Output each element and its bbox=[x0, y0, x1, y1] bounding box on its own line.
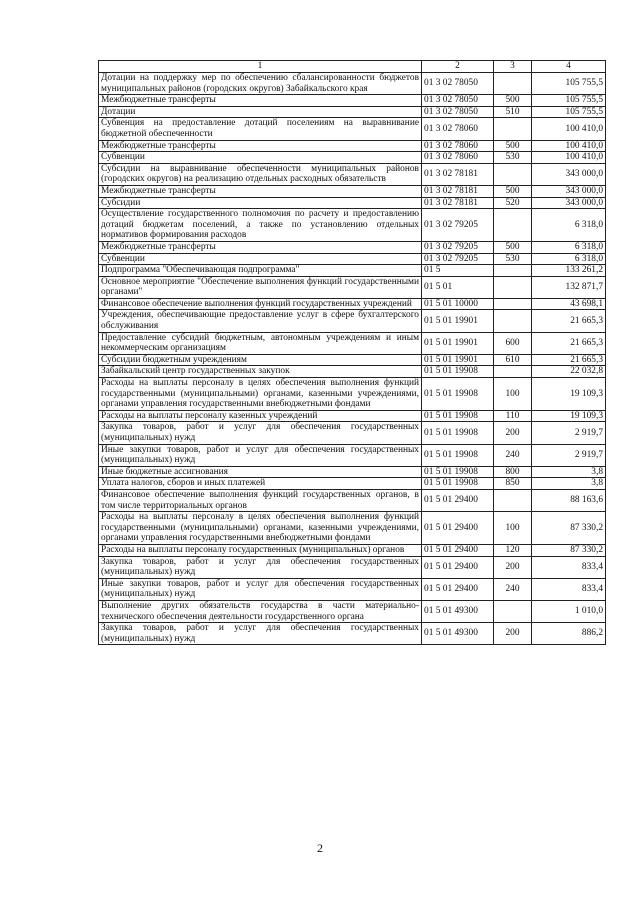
row-code: 01 5 01 29400 bbox=[422, 544, 494, 556]
table-row bbox=[99, 354, 606, 366]
row-amount: 6 318,0 bbox=[532, 253, 606, 265]
row-amount: 343 000,0 bbox=[532, 163, 606, 185]
row-amount: 19 109,3 bbox=[532, 410, 606, 422]
table-row bbox=[99, 209, 606, 242]
row-amount: 43 698,1 bbox=[532, 298, 606, 310]
row-expense-type: 500 bbox=[494, 95, 532, 107]
budget-table bbox=[98, 60, 606, 645]
row-name: Закупка товаров, работ и услуг для обеспечения государственных (муниципальных) нужд bbox=[99, 422, 422, 444]
row-amount: 2 919,7 bbox=[532, 422, 606, 444]
row-code: 01 3 02 78050 bbox=[422, 106, 494, 118]
row-amount: 343 000,0 bbox=[532, 197, 606, 209]
row-expense-type bbox=[494, 265, 532, 277]
row-name: Субвенции bbox=[99, 152, 422, 164]
row-name: Финансовое обеспечение выполнения функций государственных учреждений bbox=[99, 298, 422, 310]
row-code: 01 5 bbox=[422, 265, 494, 277]
table-row bbox=[99, 185, 606, 197]
row-expense-type: 530 bbox=[494, 253, 532, 265]
row-expense-type bbox=[494, 73, 532, 95]
row-name: Закупка товаров, работ и услуг для обеспечения государственных (муниципальных) нужд bbox=[99, 623, 422, 645]
row-name: Межбюджетные трансферты bbox=[99, 95, 422, 107]
row-code: 01 3 02 79205 bbox=[422, 241, 494, 253]
row-expense-type: 240 bbox=[494, 578, 532, 600]
header-col-2: 2 bbox=[422, 61, 494, 73]
header-col-3: 3 bbox=[494, 61, 532, 73]
row-code: 01 5 01 29400 bbox=[422, 512, 494, 545]
row-expense-type: 850 bbox=[494, 478, 532, 490]
row-expense-type: 100 bbox=[494, 378, 532, 411]
row-name: Предоставление субсидий бюджетным, автономным учреждениям и иным некоммерческим организациям bbox=[99, 332, 422, 354]
table-row bbox=[99, 163, 606, 185]
row-amount: 105 755,5 bbox=[532, 73, 606, 95]
row-expense-type: 100 bbox=[494, 512, 532, 545]
row-code: 01 5 01 29400 bbox=[422, 489, 494, 511]
row-name: Расходы на выплаты персоналу казенных учреждений bbox=[99, 410, 422, 422]
table-row bbox=[99, 544, 606, 556]
row-amount: 21 665,3 bbox=[532, 310, 606, 332]
row-amount: 88 163,6 bbox=[532, 489, 606, 511]
row-amount: 21 665,3 bbox=[532, 332, 606, 354]
table-row bbox=[99, 276, 606, 298]
table-row bbox=[99, 197, 606, 209]
row-code: 01 5 01 19901 bbox=[422, 310, 494, 332]
row-amount: 100 410,0 bbox=[532, 118, 606, 140]
row-expense-type: 530 bbox=[494, 152, 532, 164]
row-name: Субсидии бюджетным учреждениям bbox=[99, 354, 422, 366]
row-code: 01 5 01 19908 bbox=[422, 444, 494, 466]
row-code: 01 3 02 79205 bbox=[422, 209, 494, 242]
row-code: 01 3 02 78050 bbox=[422, 95, 494, 107]
row-code: 01 3 02 78060 bbox=[422, 152, 494, 164]
table-row bbox=[99, 366, 606, 378]
row-name: Уплата налогов, сборов и иных платежей bbox=[99, 478, 422, 490]
row-name: Субвенции bbox=[99, 253, 422, 265]
row-amount: 886,2 bbox=[532, 623, 606, 645]
page-number: 2 bbox=[317, 841, 323, 855]
table-row bbox=[99, 444, 606, 466]
table-row bbox=[99, 332, 606, 354]
row-expense-type bbox=[494, 489, 532, 511]
row-expense-type: 500 bbox=[494, 185, 532, 197]
row-code: 01 5 01 19901 bbox=[422, 332, 494, 354]
row-code: 01 5 01 10000 bbox=[422, 298, 494, 310]
row-code: 01 3 02 78181 bbox=[422, 185, 494, 197]
row-name: Иные бюджетные ассигнования bbox=[99, 466, 422, 478]
table-row bbox=[99, 152, 606, 164]
row-code: 01 3 02 79205 bbox=[422, 253, 494, 265]
table-row bbox=[99, 410, 606, 422]
row-amount: 132 871,7 bbox=[532, 276, 606, 298]
row-code: 01 5 01 29400 bbox=[422, 556, 494, 578]
table-row bbox=[99, 600, 606, 622]
row-amount: 100 410,0 bbox=[532, 140, 606, 152]
table-row bbox=[99, 265, 606, 277]
row-amount: 6 318,0 bbox=[532, 209, 606, 242]
row-expense-type bbox=[494, 118, 532, 140]
row-expense-type bbox=[494, 366, 532, 378]
row-expense-type: 200 bbox=[494, 623, 532, 645]
row-expense-type bbox=[494, 276, 532, 298]
row-name: Расходы на выплаты персоналу в целях обеспечения выполнения функций государственными (муниципальными) органами, казенными учреждениями, органами управления государственными внебюджетными фондами bbox=[99, 378, 422, 411]
row-amount: 343 000,0 bbox=[532, 185, 606, 197]
row-name: Дотации на поддержку мер по обеспечению сбалансированности бюджетов муниципальных районов (городских округов) Забайкальского края bbox=[99, 73, 422, 95]
table-row bbox=[99, 253, 606, 265]
row-code: 01 3 02 78181 bbox=[422, 197, 494, 209]
row-expense-type: 500 bbox=[494, 241, 532, 253]
row-code: 01 5 01 19908 bbox=[422, 410, 494, 422]
table-row bbox=[99, 623, 606, 645]
table-row bbox=[99, 489, 606, 511]
row-name: Межбюджетные трансферты bbox=[99, 185, 422, 197]
table-row bbox=[99, 310, 606, 332]
row-name: Финансовое обеспечение выполнения функций государственных органов, в том числе территориальных органов bbox=[99, 489, 422, 511]
row-name: Межбюджетные трансферты bbox=[99, 241, 422, 253]
table-header bbox=[99, 61, 606, 73]
row-expense-type: 200 bbox=[494, 422, 532, 444]
table-row bbox=[99, 106, 606, 118]
row-code: 01 3 02 78181 bbox=[422, 163, 494, 185]
row-amount: 833,4 bbox=[532, 578, 606, 600]
row-name: Осуществление государственного полномочия по расчету и предоставлению дотаций бюджетам поселений, а также по установлению отдельных нормативов формирования расходов bbox=[99, 209, 422, 242]
row-amount: 3,8 bbox=[532, 478, 606, 490]
row-amount: 22 032,8 bbox=[532, 366, 606, 378]
row-expense-type: 610 bbox=[494, 354, 532, 366]
row-amount: 21 665,3 bbox=[532, 354, 606, 366]
row-code: 01 3 02 78060 bbox=[422, 118, 494, 140]
row-code: 01 5 01 19908 bbox=[422, 466, 494, 478]
row-amount: 1 010,0 bbox=[532, 600, 606, 622]
row-code: 01 5 01 49300 bbox=[422, 623, 494, 645]
row-expense-type bbox=[494, 209, 532, 242]
row-name: Расходы на выплаты персоналу в целях обеспечения выполнения функций государственными (муниципальными) органами, казенными учреждениями, органами управления государственными внебюджетными фондами bbox=[99, 512, 422, 545]
table-row bbox=[99, 466, 606, 478]
header-col-4: 4 bbox=[532, 61, 606, 73]
row-code: 01 5 01 19908 bbox=[422, 378, 494, 411]
header-row bbox=[99, 61, 606, 73]
row-amount: 833,4 bbox=[532, 556, 606, 578]
row-name: Субсидии на выравнивание обеспеченности муниципальных районов (городских округов) на реализацию отдельных расходных обязательств bbox=[99, 163, 422, 185]
row-amount: 6 318,0 bbox=[532, 241, 606, 253]
row-code: 01 3 02 78060 bbox=[422, 140, 494, 152]
table-row bbox=[99, 95, 606, 107]
table-body bbox=[99, 73, 606, 645]
row-expense-type: 510 bbox=[494, 106, 532, 118]
table-row bbox=[99, 241, 606, 253]
row-amount: 87 330,2 bbox=[532, 544, 606, 556]
row-name: Иные закупки товаров, работ и услуг для обеспечения государственных (муниципальных) нужд bbox=[99, 578, 422, 600]
table-row bbox=[99, 298, 606, 310]
row-amount: 105 755,5 bbox=[532, 106, 606, 118]
row-amount: 100 410,0 bbox=[532, 152, 606, 164]
row-expense-type bbox=[494, 298, 532, 310]
row-expense-type: 240 bbox=[494, 444, 532, 466]
row-amount: 105 755,5 bbox=[532, 95, 606, 107]
row-code: 01 5 01 19901 bbox=[422, 354, 494, 366]
table-row bbox=[99, 422, 606, 444]
row-amount: 19 109,3 bbox=[532, 378, 606, 411]
row-expense-type bbox=[494, 600, 532, 622]
table-row bbox=[99, 140, 606, 152]
row-name: Дотации bbox=[99, 106, 422, 118]
row-name: Закупка товаров, работ и услуг для обеспечения государственных (муниципальных) нужд bbox=[99, 556, 422, 578]
row-expense-type: 800 bbox=[494, 466, 532, 478]
row-code: 01 5 01 29400 bbox=[422, 578, 494, 600]
row-expense-type: 110 bbox=[494, 410, 532, 422]
row-expense-type: 120 bbox=[494, 544, 532, 556]
row-amount: 3,8 bbox=[532, 466, 606, 478]
table-row bbox=[99, 118, 606, 140]
row-name: Основное мероприятие "Обеспечение выполнения функций государственными органами" bbox=[99, 276, 422, 298]
row-name: Подпрограмма "Обеспечивающая подпрограмма" bbox=[99, 265, 422, 277]
row-code: 01 5 01 bbox=[422, 276, 494, 298]
row-name: Выполнение других обязательств государства в части материально-технического обеспечения деятельности государственного органа bbox=[99, 600, 422, 622]
row-name: Учреждения, обеспечивающие предоставление услуг в сфере бухгалтерского обслуживания bbox=[99, 310, 422, 332]
table-row bbox=[99, 378, 606, 411]
row-code: 01 5 01 19908 bbox=[422, 478, 494, 490]
table-row bbox=[99, 73, 606, 95]
row-code: 01 5 01 19908 bbox=[422, 422, 494, 444]
table-row bbox=[99, 556, 606, 578]
row-expense-type: 500 bbox=[494, 140, 532, 152]
row-name: Субсидии bbox=[99, 197, 422, 209]
row-amount: 133 261,2 bbox=[532, 265, 606, 277]
header-col-1: 1 bbox=[99, 61, 422, 73]
row-expense-type bbox=[494, 163, 532, 185]
row-name: Расходы на выплаты персоналу государственных (муниципальных) органов bbox=[99, 544, 422, 556]
row-code: 01 5 01 19908 bbox=[422, 366, 494, 378]
row-amount: 87 330,2 bbox=[532, 512, 606, 545]
row-expense-type: 200 bbox=[494, 556, 532, 578]
row-expense-type: 600 bbox=[494, 332, 532, 354]
row-name: Забайкальский центр государственных закупок bbox=[99, 366, 422, 378]
row-name: Субвенция на предоставление дотаций поселениям на выравнивание бюджетной обеспеченности bbox=[99, 118, 422, 140]
row-code: 01 3 02 78050 bbox=[422, 73, 494, 95]
row-expense-type: 520 bbox=[494, 197, 532, 209]
row-name: Иные закупки товаров, работ и услуг для обеспечения государственных (муниципальных) нужд bbox=[99, 444, 422, 466]
row-amount: 2 919,7 bbox=[532, 444, 606, 466]
table-row bbox=[99, 512, 606, 545]
table-row bbox=[99, 578, 606, 600]
row-name: Межбюджетные трансферты bbox=[99, 140, 422, 152]
row-expense-type bbox=[494, 310, 532, 332]
row-code: 01 5 01 49300 bbox=[422, 600, 494, 622]
table-row bbox=[99, 478, 606, 490]
